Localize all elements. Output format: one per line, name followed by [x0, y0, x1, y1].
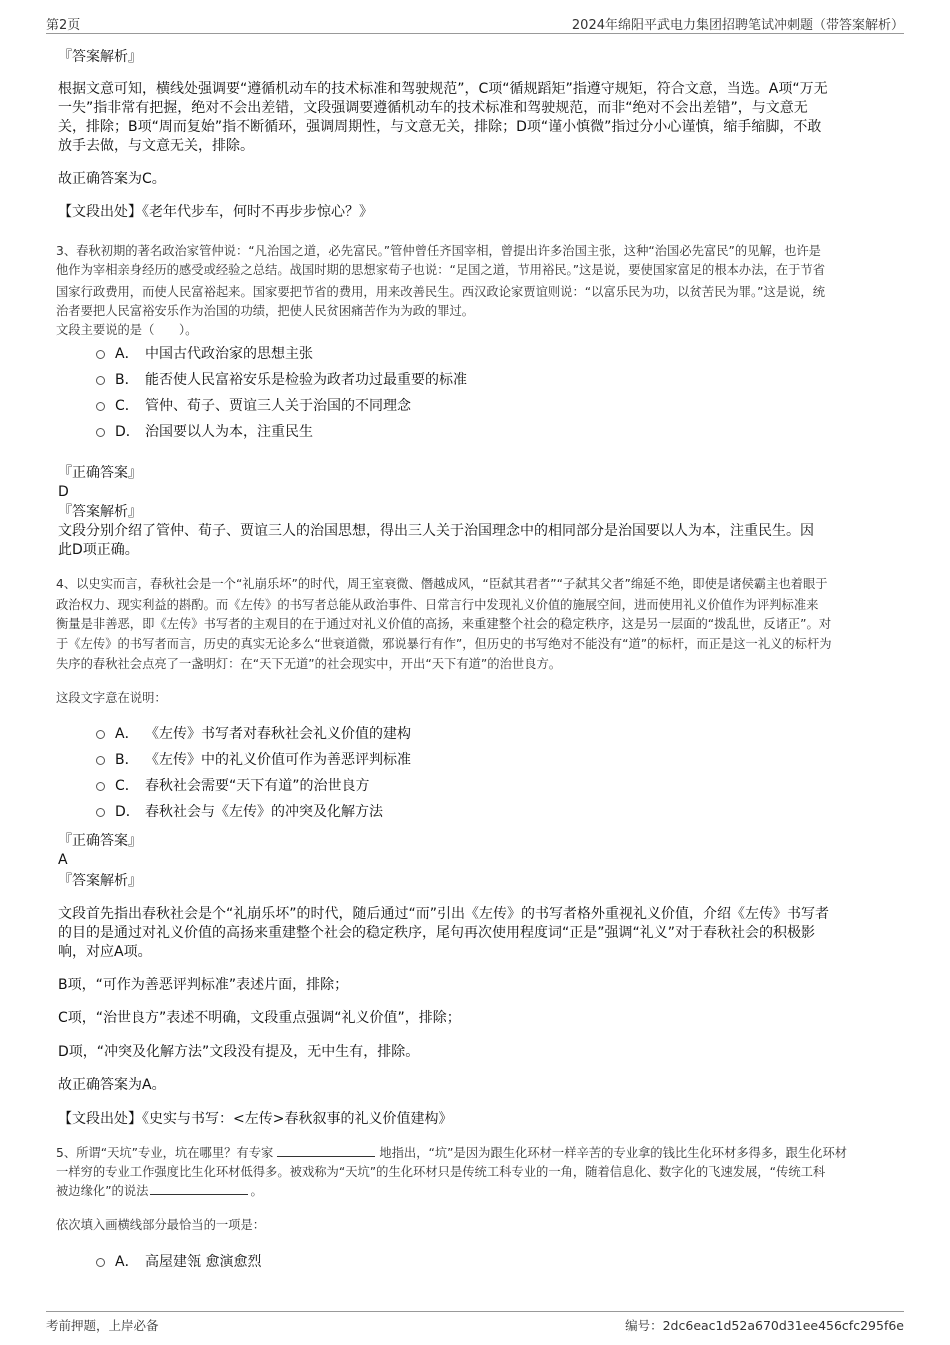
q3-option-a[interactable]: A． 中国古代政治家的思想主张 — [96, 345, 313, 363]
q4-option-a[interactable]: A． 《左传》书写者对春秋社会礼义价值的建构 — [96, 725, 411, 743]
q2-analysis-line: 根据文意可知，横线处强调要“遵循机动车的技术标准和驾驶规范”，C项“循规蹈矩”指遵守规矩，符合文意，当选。A项“万无 — [58, 81, 828, 97]
footer-slogan: 考前押题，上岸必备 — [46, 1318, 159, 1333]
document-title: 2024年绵阳平武电力集团招聘笔试冲刺题（带答案解析） — [571, 18, 904, 33]
header-rule — [46, 33, 904, 34]
q2-analysis-line: 放手去做，与文意无关，排除。 — [58, 138, 254, 154]
q4-stem-line: 于《左传》的书写者而言，历史的真实无论多么“世衰道微，邪说暴行有作”，但历史的书写绝对不能没有“道”的标杆，而正是这一礼义的标杆为 — [56, 637, 832, 651]
q4-option-d-note: D项，“冲突及化解方法”文段没有提及，无中生有，排除。 — [58, 1044, 420, 1060]
q4-option-b[interactable]: B． 《左传》中的礼义价值可作为善恶评判标准 — [96, 751, 411, 769]
q4-option-c-note: C项，“治世良方”表述不明确，文段重点强调“礼义价值”，排除； — [58, 1010, 461, 1026]
q4-analysis-line: 文段首先指出春秋社会是个“礼崩乐坏”的时代，随后通过“而”引出《左传》的书写者格外重视礼义价值，介绍《左传》书写者 — [58, 906, 830, 922]
q2-source: 【文段出处】《老年代步车，何时不再步步惊心？》 — [58, 204, 373, 220]
q3-option-c[interactable]: C． 管仲、荀子、贾谊三人关于治国的不同理念 — [96, 397, 411, 415]
page-number: 第2页 — [46, 18, 81, 33]
q3-question: 文段主要说的是（ ）。 — [56, 323, 198, 337]
q4-stem-line: 衡量是非善恶，即《左传》书写者的主观目的在于通过对礼义价值的高扬，来重建整个社会的稳定秩序，这是另一层面的“拨乱世，反诸正”。对 — [56, 617, 832, 631]
q4-option-c[interactable]: C． 春秋社会需要“天下有道”的治世良方 — [96, 777, 370, 795]
radio-icon[interactable] — [96, 808, 105, 817]
q4-source: 【文段出处】《史实与书写：<左传>春秋叙事的礼义价值建构》 — [58, 1111, 453, 1127]
q2-analysis-line: 关，排除；B项“周而复始”指不断循环，强调周期性，与文意无关，排除；D项“谨小慎微”指过分小心谨慎，缩手缩脚，不敢 — [58, 119, 822, 135]
radio-icon[interactable] — [96, 1258, 105, 1267]
radio-icon[interactable] — [96, 402, 105, 411]
q2-analysis-line: 一失”指非常有把握，绝对不会出差错，文段强调要遵循机动车的技术标准和驾驶规范，而非“绝对不会出差错”，与文意无 — [58, 100, 808, 116]
q3-option-b[interactable]: B． 能否使人民富裕安乐是检验为政者功过最重要的标准 — [96, 371, 467, 389]
q4-conclusion: 故正确答案为A。 — [58, 1077, 166, 1093]
q3-stem-line: 治者要把人民富裕安乐作为治国的功绩，把使人民贫困痛苦作为为政的罪过。 — [56, 304, 475, 318]
q3-stem-line: 3、春秋初期的著名政治家管仲说：“凡治国之道，必先富民。”管仲曾任齐国宰相，曾提出许多治国主张，这种“治国必先富民”的见解，也许是 — [56, 244, 821, 258]
q3-answer-label: 『正确答案』 — [58, 465, 142, 481]
q5-option-a[interactable]: A． 高屋建瓴 愈演愈烈 — [96, 1253, 261, 1271]
radio-icon[interactable] — [96, 376, 105, 385]
q3-analysis-label: 『答案解析』 — [58, 504, 142, 520]
footer-rule — [46, 1311, 904, 1312]
radio-icon[interactable] — [96, 428, 105, 437]
q4-answer: A — [58, 852, 68, 868]
q4-analysis-line: 的目的是通过对礼义价值的高扬来重建整个社会的稳定秩序，尾句再次使用程度词“正是”强调“礼义”对于春秋社会的积极影 — [58, 925, 816, 941]
q3-option-d[interactable]: D． 治国要以人为本，注重民生 — [96, 423, 313, 441]
q3-analysis-line: 此D项正确。 — [58, 542, 139, 558]
radio-icon[interactable] — [96, 350, 105, 359]
q3-answer: D — [58, 484, 69, 500]
q5-stem-line: 被边缘化”的说法 。 — [56, 1184, 263, 1198]
document-code: 编号：2dc6eac1d52a670d31ee456cfc295f6e — [625, 1318, 904, 1333]
q4-analysis-label: 『答案解析』 — [58, 873, 142, 889]
q4-question: 这段文字意在说明： — [56, 691, 167, 705]
q2-conclusion: 故正确答案为C。 — [58, 171, 166, 187]
q3-stem-line: 国家行政费用，而使人民富裕起来。国家要把节省的费用，用来改善民生。西汉政论家贾谊则说：“以富乐民为功，以贫苦民为罪。”这是说，统 — [56, 285, 826, 299]
q4-stem-line: 4、以史实而言，春秋社会是一个“礼崩乐坏”的时代，周王室衰微、僭越成风，“臣弑其君者”“子弑其父者”绵延不绝，即使是诸侯霸主也着眼于 — [56, 577, 828, 591]
q4-stem-line: 失序的春秋社会点亮了一盏明灯：在“天下无道”的社会现实中，开出“天下有道”的治世良方。 — [56, 657, 562, 671]
radio-icon[interactable] — [96, 782, 105, 791]
q5-stem-line: 一样穷的专业工作强度比生化环材低得多。被戏称为“天坑”的生化环材只是传统工科专业的一角，随着信息化、数字化的飞速发展，“传统工科 — [56, 1165, 826, 1179]
fill-blank — [277, 1144, 375, 1157]
q3-analysis-line: 文段分别介绍了管仲、荀子、贾谊三人的治国思想，得出三人关于治国理念中的相同部分是治国要以人为本，注重民生。因 — [58, 523, 814, 539]
q2-analysis-label: 『答案解析』 — [58, 49, 142, 65]
radio-icon[interactable] — [96, 756, 105, 765]
q4-stem-line: 政治权力、现实利益的斟酌。而《左传》的书写者总能从政治事件、日常言行中发现礼义价值的施展空间，进而使用礼义价值作为评判标准来 — [56, 598, 819, 612]
q4-option-b-note: B项，“可作为善恶评判标准”表述片面，排除； — [58, 977, 349, 993]
q4-answer-label: 『正确答案』 — [58, 833, 142, 849]
fill-blank — [150, 1182, 248, 1195]
q4-analysis-line: 响，对应A项。 — [58, 944, 152, 960]
q5-question: 依次填入画横线部分最恰当的一项是： — [56, 1218, 266, 1232]
q3-stem-line: 他作为宰相亲身经历的感受或经验之总结。战国时期的思想家荀子也说：“足国之道，节用裕民。”这是说，要使国家富足的根本办法，在于节省 — [56, 263, 826, 277]
q4-option-d[interactable]: D． 春秋社会与《左传》的冲突及化解方法 — [96, 803, 383, 821]
q5-stem-line: 5、所谓“天坑”专业，坑在哪里？有专家 地指出，“坑”是因为跟生化环材一样辛苦的专业拿的钱比生化环材多得多，跟生化环材 — [56, 1146, 848, 1160]
radio-icon[interactable] — [96, 730, 105, 739]
